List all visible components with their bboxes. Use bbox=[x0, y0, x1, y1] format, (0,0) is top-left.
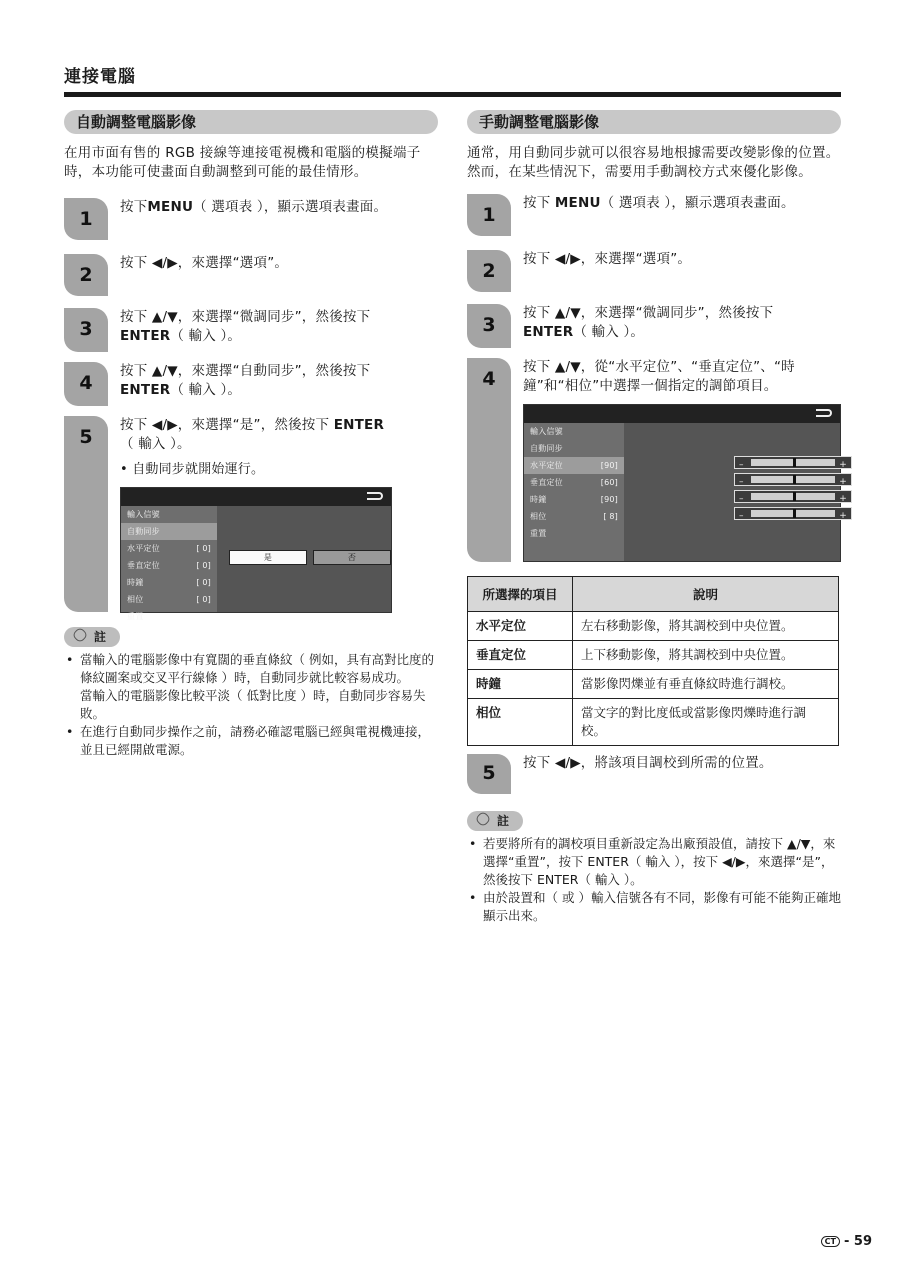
step-text: 按下MENU（ 選項表 ），顯示選項表畫面。 bbox=[120, 199, 388, 215]
osd-item-selected: 水平定位 [90] bbox=[524, 457, 624, 474]
step-number: 1 bbox=[467, 194, 511, 236]
osd-item: 相位 [ 8] bbox=[530, 512, 618, 521]
step-text: 按下 ▲/▼，從“水平定位”、“垂直定位”、“時鐘”和“相位”中選擇一個指定的調節項目。 輸入信號 自動同步 水平定位 [90] 垂直定位 [60] 時鐘 [90] 相位 [ 8] 重置 – + – + – + – + bbox=[511, 358, 841, 562]
step-3 bbox=[467, 304, 841, 348]
step-2 bbox=[467, 250, 841, 292]
paperclip-icon bbox=[475, 811, 492, 828]
step-text: 按下 ▲/▼，來選擇“自動同步”，然後按下 ENTER（ 輸入 ）。 bbox=[120, 363, 371, 398]
step-number: 4 bbox=[467, 358, 511, 562]
page-heading: 連接電腦 bbox=[64, 67, 136, 87]
note-tag: 註 bbox=[467, 811, 523, 831]
step-number: 2 bbox=[64, 254, 108, 296]
osd-item: 時鐘 [ 0] bbox=[127, 578, 211, 587]
osd-menu bbox=[121, 506, 217, 621]
note-block-manual bbox=[467, 810, 841, 925]
step-1 bbox=[467, 194, 841, 236]
osd-item: 重置 bbox=[530, 529, 547, 538]
osd-item: 時鐘 [90] bbox=[530, 495, 618, 504]
step-5 bbox=[64, 416, 438, 621]
plug-icon bbox=[367, 492, 383, 500]
osd-item-selected: 自動同步 bbox=[121, 523, 217, 540]
section-title-manual: 手動調整電腦影像 bbox=[467, 110, 841, 134]
notes-list bbox=[467, 835, 841, 925]
left-column bbox=[64, 110, 438, 759]
steps-auto bbox=[64, 198, 438, 621]
slider-phase[interactable]: – + bbox=[734, 507, 852, 520]
table-header: 說明 bbox=[573, 577, 839, 612]
osd-fine-sync-screen bbox=[523, 404, 847, 562]
step-text: 按下 MENU（ 選項表 ），顯示選項表畫面。 bbox=[523, 195, 795, 211]
osd-yes-button[interactable]: 是 bbox=[229, 550, 307, 565]
osd-item: 垂直定位 [60] bbox=[530, 478, 618, 487]
note-item: • 若要將所有的調校項目重新設定為出廠預設值，請按下 ▲/▼，來選擇“重置”，按下 ENTER（ 輸入 ），按下 ◀/▶，來選擇“是”，然後按下 ENTER（ 輸入 ）。 bbox=[467, 835, 841, 889]
region-badge: CT bbox=[821, 1236, 840, 1247]
step-3 bbox=[64, 308, 438, 352]
note-item: • 當輸入的電腦影像中有寬闊的垂直條紋（ 例如，具有高對比度的條紋圖案或交叉平行線條 ）時，自動同步就比較容易成功。 當輸入的電腦影像比較平淡（ 低對比度 ）時，自動同步容易失敗。 bbox=[64, 651, 438, 723]
step-text: 按下 ▲/▼，來選擇“微調同步”，然後按下 ENTER（ 輸入 ）。 bbox=[120, 309, 371, 344]
steps-manual bbox=[467, 194, 847, 562]
notes-list bbox=[64, 651, 438, 759]
step-5 bbox=[467, 754, 841, 794]
osd-auto-sync-screen bbox=[120, 487, 392, 621]
table-header: 所選擇的項目 bbox=[468, 577, 573, 612]
osd-item: 水平定位 [ 0] bbox=[127, 544, 211, 553]
plug-icon bbox=[816, 409, 832, 417]
step-number: 2 bbox=[467, 250, 511, 292]
step-number: 5 bbox=[467, 754, 511, 794]
osd-item: 重置 bbox=[127, 612, 144, 621]
osd-menu bbox=[524, 423, 624, 561]
step-text: 按下 ◀/▶，來選擇“是”，然後按下 ENTER （ 輸入 ）。 • 自動同步就開始運行。 輸入信號 自動同步 水平定位 [ 0] 垂直定位 [ 0] 時鐘 [ 0] 相位 [ 0] 重置 是 否 bbox=[108, 416, 438, 612]
step-2 bbox=[64, 254, 438, 296]
section-title-auto: 自動調整電腦影像 bbox=[64, 110, 438, 134]
paperclip-icon bbox=[72, 627, 89, 644]
table-row: 水平定位 左右移動影像，將其調校到中央位置。 bbox=[468, 612, 839, 641]
osd-no-button[interactable]: 否 bbox=[313, 550, 391, 565]
slider-horizontal-position[interactable]: – + bbox=[734, 456, 852, 469]
intro-manual: 通常，用自動同步就可以很容易地根據需要改變影像的位置。然而，在某些情況下，需要用手動調校方式來優化影像。 bbox=[467, 145, 840, 180]
step-4 bbox=[64, 362, 438, 406]
step-1 bbox=[64, 198, 438, 240]
osd-item: 輸入信號 bbox=[530, 427, 563, 436]
slider-clock[interactable]: – + bbox=[734, 490, 852, 503]
step-number: 4 bbox=[64, 362, 108, 406]
step-text: 按下 ◀/▶，將該項目調校到所需的位置。 bbox=[523, 755, 773, 771]
right-column bbox=[467, 110, 847, 925]
step-number: 3 bbox=[467, 304, 511, 348]
osd-item: 自動同步 bbox=[530, 444, 563, 453]
table-row: 垂直定位 上下移動影像，將其調校到中央位置。 bbox=[468, 641, 839, 670]
osd-item: 垂直定位 [ 0] bbox=[127, 561, 211, 570]
slider-vertical-position[interactable]: – + bbox=[734, 473, 852, 486]
step-4 bbox=[467, 358, 847, 562]
step-number: 1 bbox=[64, 198, 108, 240]
note-tag: 註 bbox=[64, 627, 120, 647]
note-item: • 在進行自動同步操作之前，請務必確認電腦已經與電視機連接，並且已經開啟電源。 bbox=[64, 723, 438, 759]
table-row: 時鐘 當影像閃爍並有垂直條紋時進行調校。 bbox=[468, 670, 839, 699]
note-block-auto bbox=[64, 626, 438, 759]
note-item: • 由於設置和（ 或 ）輸入信號各有不同，影像有可能不能夠正確地顯示出來。 bbox=[467, 889, 841, 925]
page-number: CT - 59 bbox=[821, 1234, 872, 1249]
step-text: 按下 ◀/▶，來選擇“選項”。 bbox=[523, 251, 692, 267]
heading-rule bbox=[64, 92, 841, 97]
step-number: 3 bbox=[64, 308, 108, 352]
osd-item: 相位 [ 0] bbox=[127, 595, 211, 604]
table-row: 相位 當文字的對比度低或當影像閃爍時進行調校。 bbox=[468, 699, 839, 746]
adjustment-table bbox=[467, 576, 839, 746]
step-number: 5 bbox=[64, 416, 108, 612]
step-text: 按下 ◀/▶，來選擇“選項”。 bbox=[120, 255, 289, 271]
step-text: 按下 ▲/▼，來選擇“微調同步”，然後按下 ENTER（ 輸入 ）。 bbox=[523, 305, 774, 340]
intro-auto: 在用市面有售的 RGB 接線等連接電視機和電腦的模擬端子時，本功能可使畫面自動調整到可能的最佳情形。 bbox=[64, 145, 421, 180]
osd-item: 輸入信號 bbox=[127, 510, 160, 519]
step-bullet: • 自動同步就開始運行。 bbox=[120, 460, 438, 479]
